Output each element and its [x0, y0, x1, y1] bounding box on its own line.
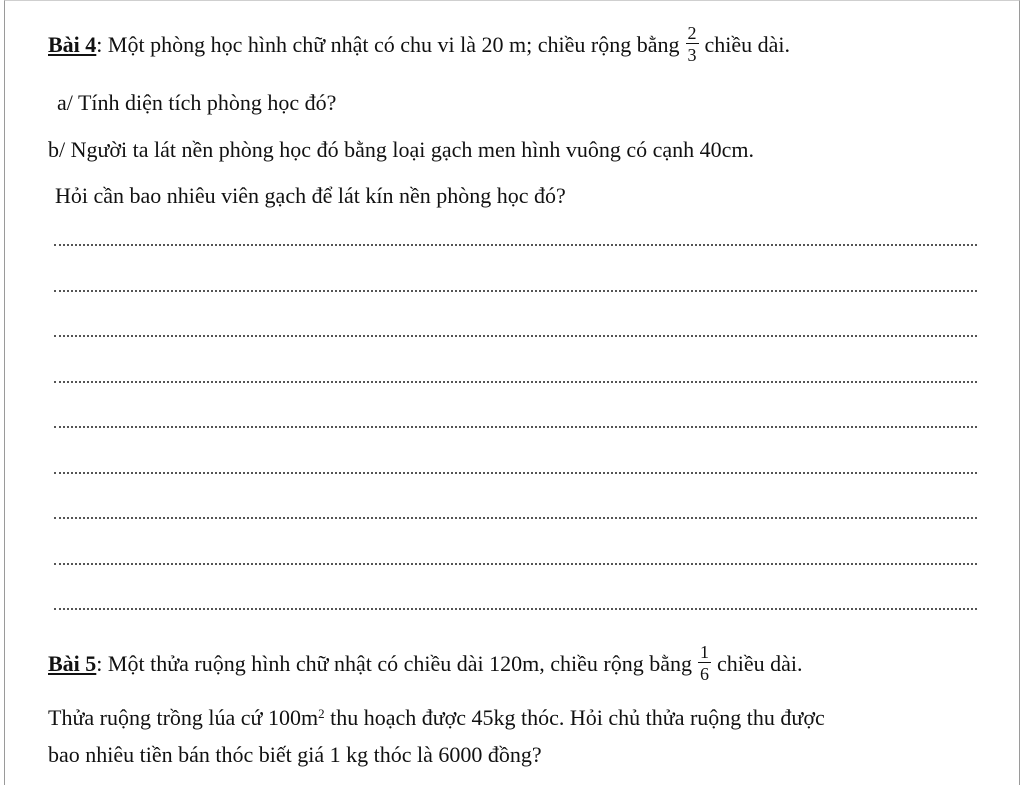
- answer-dotted-line: [54, 472, 977, 474]
- bai5-line2: [48, 704, 825, 732]
- bai5-line3: bao nhiêu tiền bán thóc biết giá 1 kg thóc là 6000 đồng?: [48, 742, 542, 767]
- bai4-intro: : Một phòng học hình chữ nhật có chu vi là 20 m; chiều rộng bằng: [96, 32, 680, 58]
- bai4-part-b: b/ Người ta lát nền phòng học đó bằng loại gạch men hình vuông có cạnh 40cm.: [48, 137, 755, 162]
- bai5-line2-post: thu hoạch được 45kg thóc. Hỏi chủ thửa ruộng thu được: [324, 705, 825, 730]
- bai4-intro-tail: chiều dài.: [704, 32, 791, 58]
- bai5-heading: Bài 5: [48, 651, 97, 677]
- answer-dotted-line: [54, 426, 977, 428]
- bai5-fraction: [698, 643, 711, 683]
- bai5-fraction-numerator: 1: [700, 642, 710, 662]
- bai4-part-b-question: Hỏi cần bao nhiêu viên gạch để lát kín nền phòng học đó?: [55, 183, 566, 208]
- bai5-line2-superscript: 2: [318, 706, 325, 721]
- answer-dotted-line: [54, 608, 977, 610]
- bai5-title-line: [48, 642, 803, 686]
- bai5-line2-pre: Thửa ruộng trồng lúa cứ 100m: [48, 705, 319, 730]
- bai4-heading: Bài 4: [48, 32, 97, 58]
- worksheet-page: [4, 0, 1020, 785]
- bai5-intro: : Một thửa ruộng hình chữ nhật có chiều dài 120m, chiều rộng bằng: [96, 651, 693, 677]
- answer-dotted-line: [54, 290, 977, 292]
- answer-dotted-line: [54, 563, 977, 565]
- bai4-fraction: [686, 24, 699, 64]
- answer-dotted-line: [54, 381, 977, 383]
- answer-dotted-line: [54, 517, 977, 519]
- bai5-fraction-denominator: 6: [700, 664, 710, 684]
- bai4-fraction-denominator: 3: [687, 45, 697, 65]
- bai4-title-line: [48, 23, 791, 67]
- answer-dotted-line: [54, 244, 977, 246]
- answer-dotted-line: [54, 335, 977, 337]
- bai5-intro-tail: chiều dài.: [717, 651, 803, 677]
- bai4-fraction-numerator: 2: [687, 23, 697, 43]
- bai4-part-a: a/ Tính diện tích phòng học đó?: [57, 90, 337, 115]
